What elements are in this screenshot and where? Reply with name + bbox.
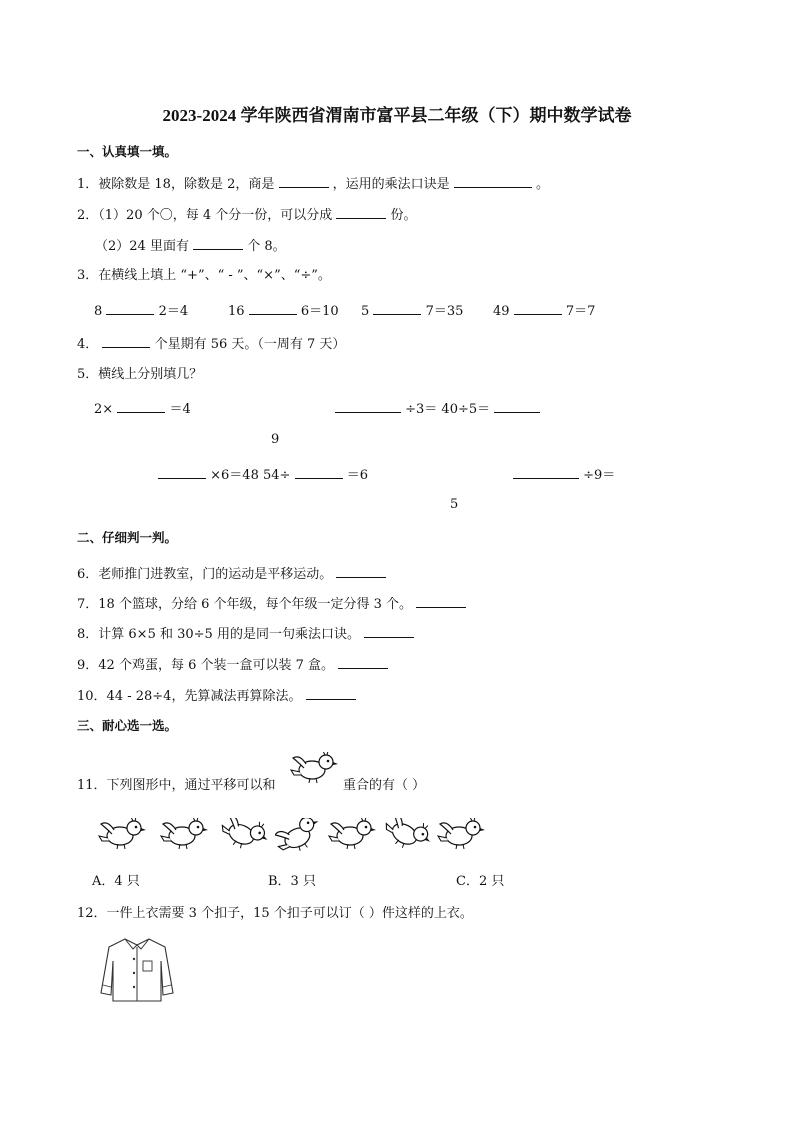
answer-blank[interactable]: [106, 302, 154, 315]
answer-blank[interactable]: [335, 400, 401, 413]
answer-blank[interactable]: [295, 466, 343, 479]
question-3: 3．在横线上填上 “+”、“ - ”、“×”、“÷”。: [77, 268, 331, 283]
q5-number-5: 5: [450, 497, 459, 512]
answer-blank[interactable]: [193, 237, 243, 250]
question-11-suffix: 重合的有（ ）: [343, 778, 426, 793]
answer-blank[interactable]: [494, 400, 540, 413]
option-c[interactable]: C．2 只: [456, 874, 505, 889]
question-9: 9．42 个鸡蛋，每 6 个装一盒可以装 7 盒。: [77, 656, 388, 674]
answer-blank[interactable]: [514, 302, 562, 315]
bird-option-icon: [219, 818, 271, 854]
question-2-part-1: 2．（1）20 个〇，每 4 个分一份，可以分成 份。: [77, 208, 417, 223]
answer-blank[interactable]: [416, 595, 466, 608]
question-1: 1．被除数是 18，除数是 2，商是 ，运用的乘法口诀是 。: [77, 177, 549, 192]
shirt-icon: [97, 935, 177, 1005]
q3-item: 8 2＝4: [94, 304, 189, 319]
bird-option-icon: [382, 818, 434, 854]
answer-blank[interactable]: [158, 466, 206, 479]
question-5: 5．横线上分别填几？: [77, 367, 203, 382]
question-12: 12．一件上衣需要 3 个扣子，15 个扣子可以订（ ）件这样的上衣。: [77, 906, 473, 921]
answer-blank[interactable]: [336, 565, 386, 578]
q5-number-9: 9: [271, 432, 280, 447]
answer-blank[interactable]: [513, 466, 579, 479]
answer-blank[interactable]: [454, 175, 532, 188]
q5-row-1-right: ÷3＝ 40÷5＝: [335, 400, 540, 418]
q3-item: 49 7＝7: [493, 304, 596, 319]
question-2-part-2: （2）24 里面有 个 8。: [95, 239, 286, 254]
answer-blank[interactable]: [338, 656, 388, 669]
bird-option-icon: [437, 818, 489, 854]
section-3-heading: 三、耐心选一选。: [77, 718, 178, 733]
bird-option-icon: [160, 818, 212, 854]
q5-row-1-left: 2× ＝4: [94, 402, 191, 417]
answer-blank[interactable]: [117, 400, 165, 413]
answer-blank[interactable]: [306, 687, 356, 700]
section-1-heading: 一、认真填一填。: [77, 144, 178, 159]
question-10: 10．44 - 28÷4，先算减法再算除法。: [77, 687, 356, 705]
answer-blank[interactable]: [102, 335, 150, 348]
q3-item: 5 7＝35: [361, 304, 464, 319]
reference-bird-icon: [290, 752, 342, 788]
page-title: 2023-2024 学年陕西省渭南市富平县二年级（下）期中数学试卷: [162, 106, 632, 125]
answer-blank[interactable]: [373, 302, 421, 315]
q5-row-2-left: ×6＝48 54÷ ＝6: [158, 466, 368, 484]
answer-blank[interactable]: [336, 206, 386, 219]
answer-blank[interactable]: [249, 302, 297, 315]
question-8: 8．计算 6×5 和 30÷5 用的是同一句乘法口诀。: [77, 625, 414, 643]
answer-blank[interactable]: [279, 175, 329, 188]
bird-option-icon: [275, 818, 327, 854]
question-6: 6．老师推门进教室，门的运动是平移运动。: [77, 565, 386, 583]
question-7: 7．18 个篮球，分给 6 个年级，每个年级一定分得 3 个。: [77, 595, 466, 613]
question-11-prefix: 11．下列图形中，通过平移可以和: [77, 778, 276, 793]
option-a[interactable]: A．4 只: [92, 874, 140, 889]
bird-option-icon: [98, 818, 150, 854]
bird-option-icon: [328, 818, 380, 854]
answer-blank[interactable]: [364, 625, 414, 638]
question-4: 4． 个星期有 56 天。（一周有 7 天）: [77, 337, 346, 352]
section-2-heading: 二、仔细判一判。: [77, 530, 178, 545]
q5-row-2-right: ÷9＝: [513, 466, 615, 484]
q3-item: 16 6＝10: [228, 304, 339, 319]
option-b[interactable]: B．3 只: [268, 874, 316, 889]
